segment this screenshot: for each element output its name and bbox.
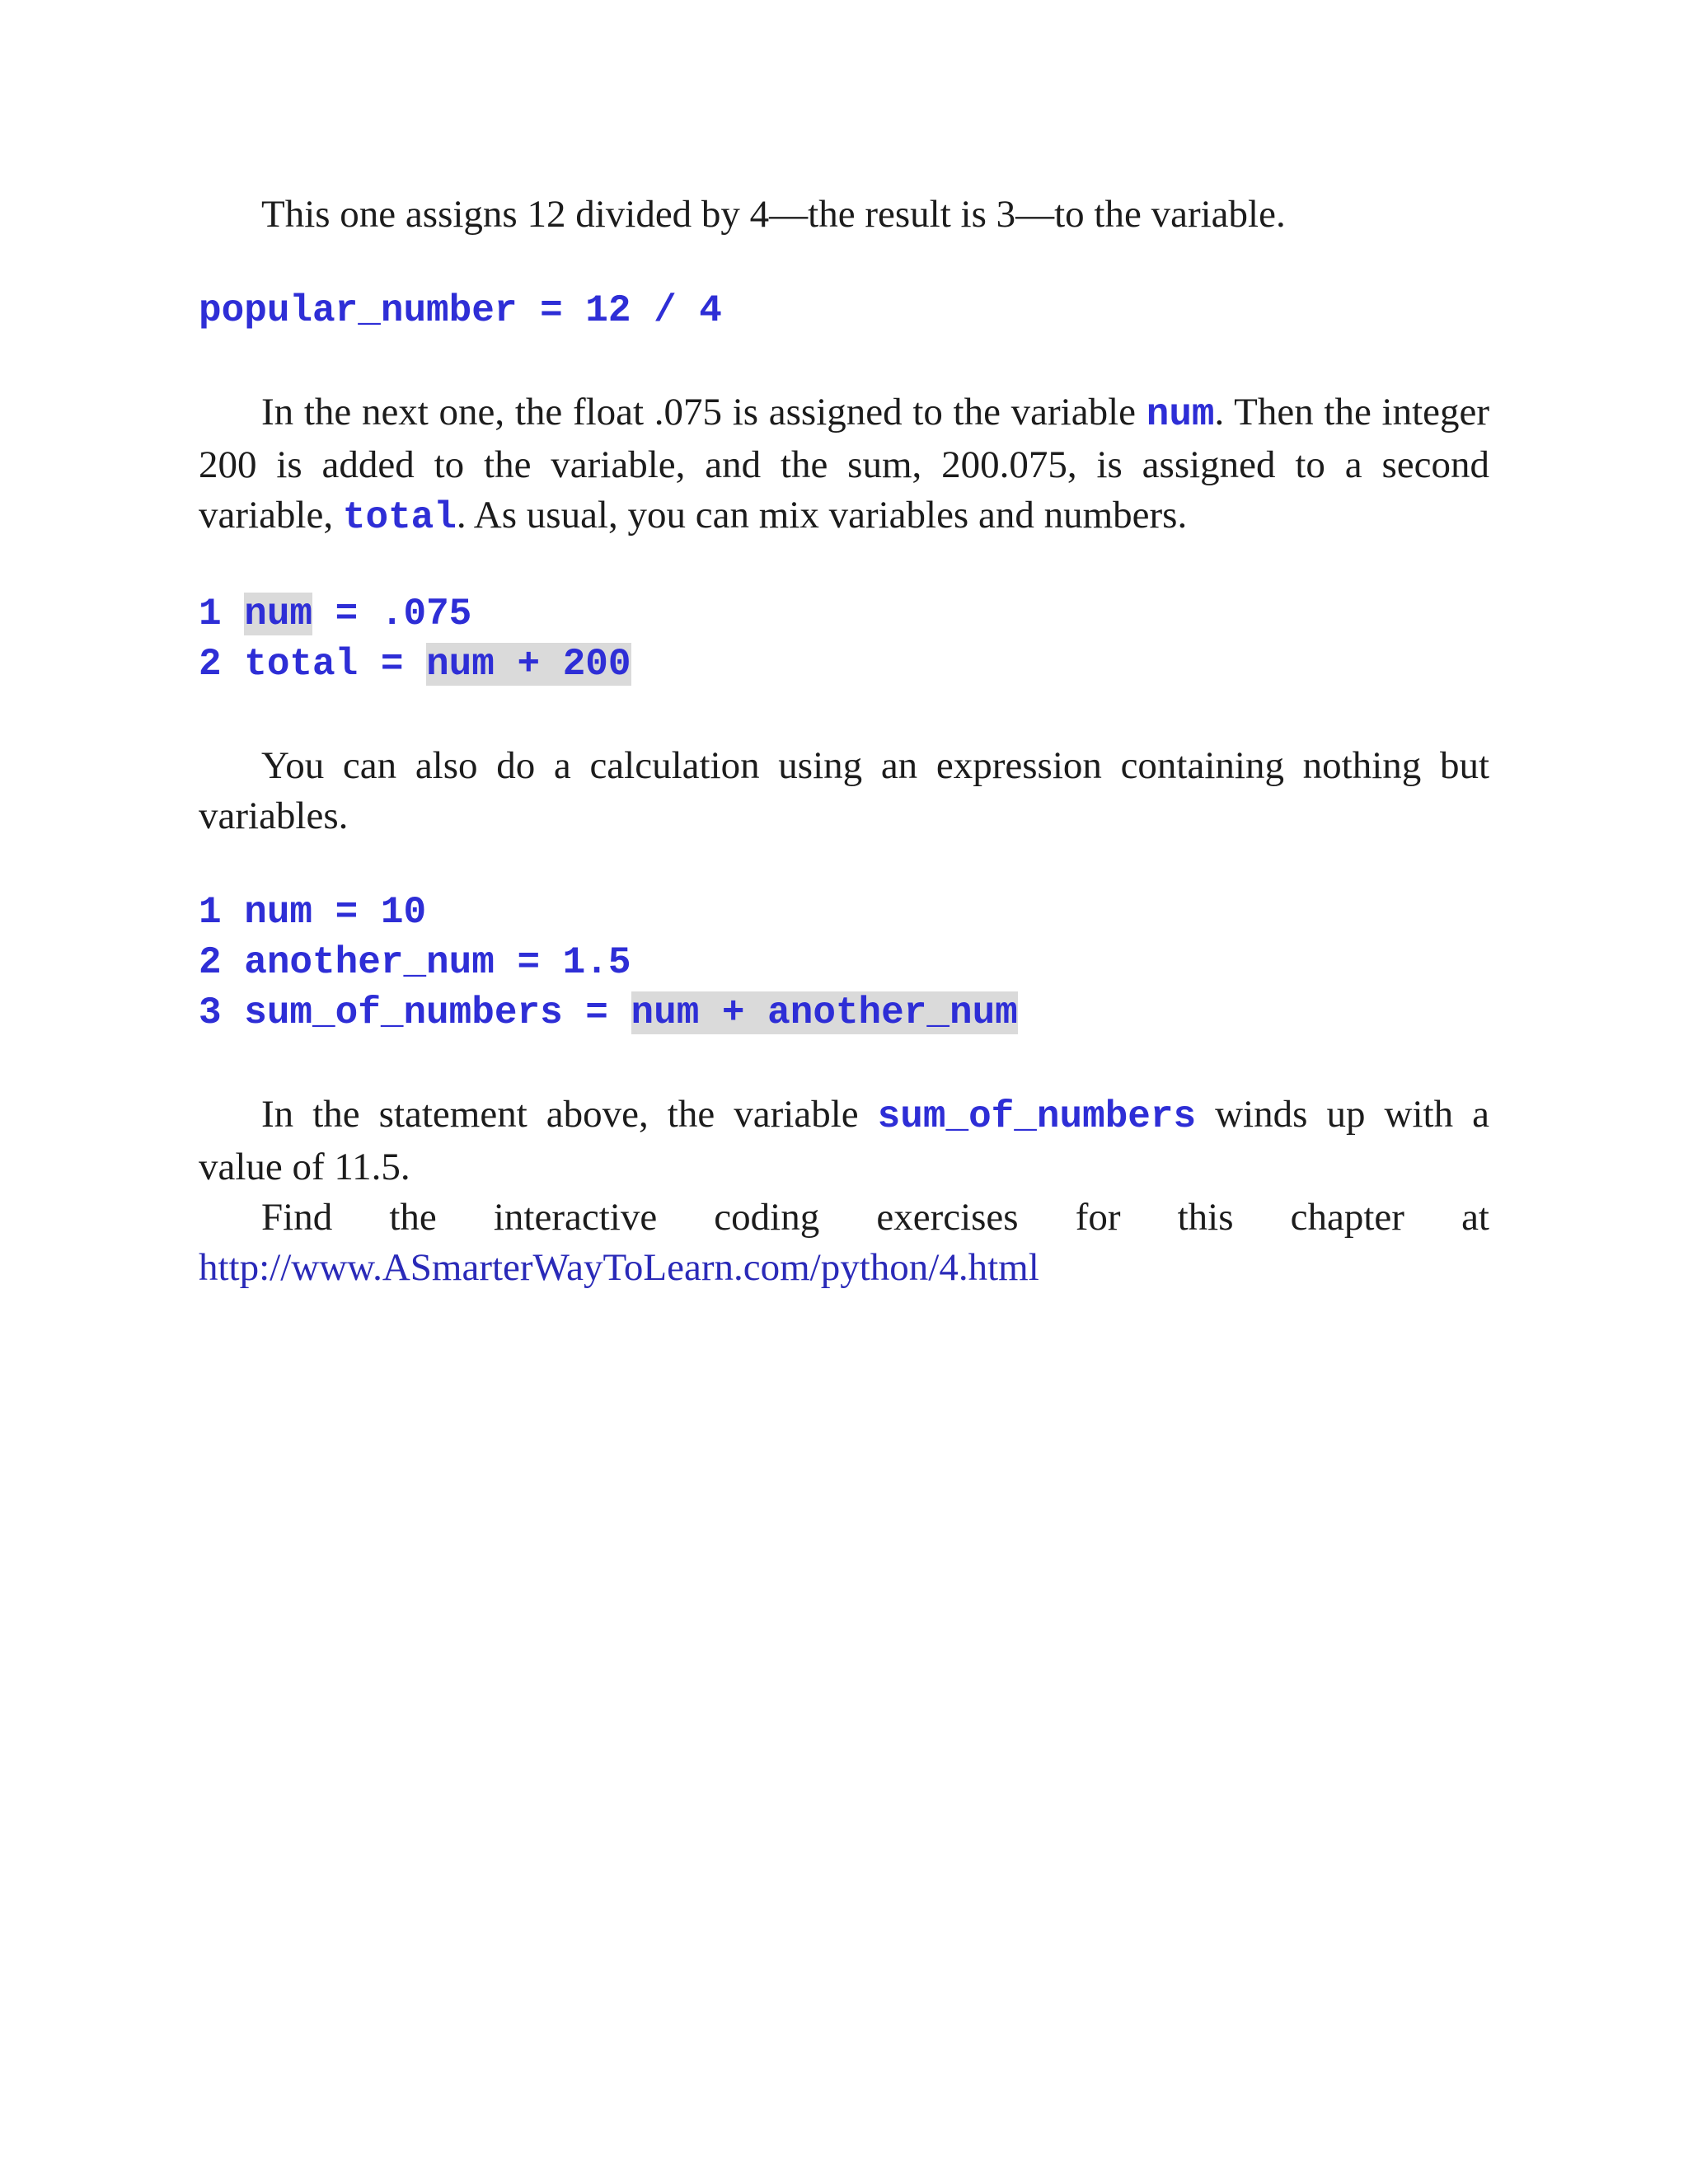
code-text: sum_of_numbers = [244, 991, 631, 1034]
paragraph-float-assignment [199, 387, 1489, 543]
inline-code-num: num [1146, 393, 1215, 436]
paragraph-variables-expression: You can also do a calculation using an expression containing nothing but variables. [199, 744, 1489, 837]
paragraph-exercises-link [199, 1243, 1489, 1293]
paragraph-text: winds up with a value of 11.5. [199, 1093, 1489, 1188]
closing-section [199, 1090, 1489, 1293]
line-number: 2 [199, 643, 222, 686]
code-example-float-sum [199, 589, 1489, 690]
code-text: = .075 [312, 593, 472, 635]
highlighted-code: num + another_num [631, 991, 1018, 1034]
paragraph-division-intro: This one assigns 12 divided by 4—the result is 3—to the variable. [261, 193, 1286, 236]
page-content [199, 190, 1489, 1293]
inline-code-total: total [342, 496, 457, 539]
code-line-2: 2 another_num = 1.5 [199, 941, 631, 984]
code-line-1: 1 num = 10 [199, 891, 427, 934]
exercises-link[interactable]: http://www.ASmarterWayToLearn.com/python/4.html [199, 1246, 1039, 1289]
code-line-2 [199, 640, 1489, 690]
code-line-3 [199, 988, 1489, 1038]
inline-code-sum-of-numbers: sum_of_numbers [877, 1095, 1197, 1138]
line-number: 3 [199, 991, 222, 1034]
code-example-division [199, 286, 1489, 336]
paragraph-text: . As usual, you can mix variables and numbers. [456, 494, 1188, 537]
paragraph-exercises-text: Find the interactive coding exercises for this chapter at [261, 1196, 1489, 1239]
highlighted-code: num + 200 [426, 643, 631, 686]
line-number: 1 [199, 593, 222, 635]
paragraph-result-explanation [199, 1090, 1489, 1193]
paragraph-text: In the statement above, the variable [261, 1093, 878, 1136]
highlighted-code: num [244, 593, 313, 635]
paragraph-text: . Then the integer 200 is added to the variable, and the sum, 200.075, is assigned to a second variable, [199, 391, 1489, 537]
code-line: popular_number = 12 / 4 [199, 289, 722, 332]
paragraph-text: In the next one, the float .075 is assigned to the variable [261, 391, 1146, 434]
code-text: total = [244, 643, 427, 686]
code-line-1 [199, 589, 1489, 640]
code-example-variable-sum [199, 888, 1489, 1038]
